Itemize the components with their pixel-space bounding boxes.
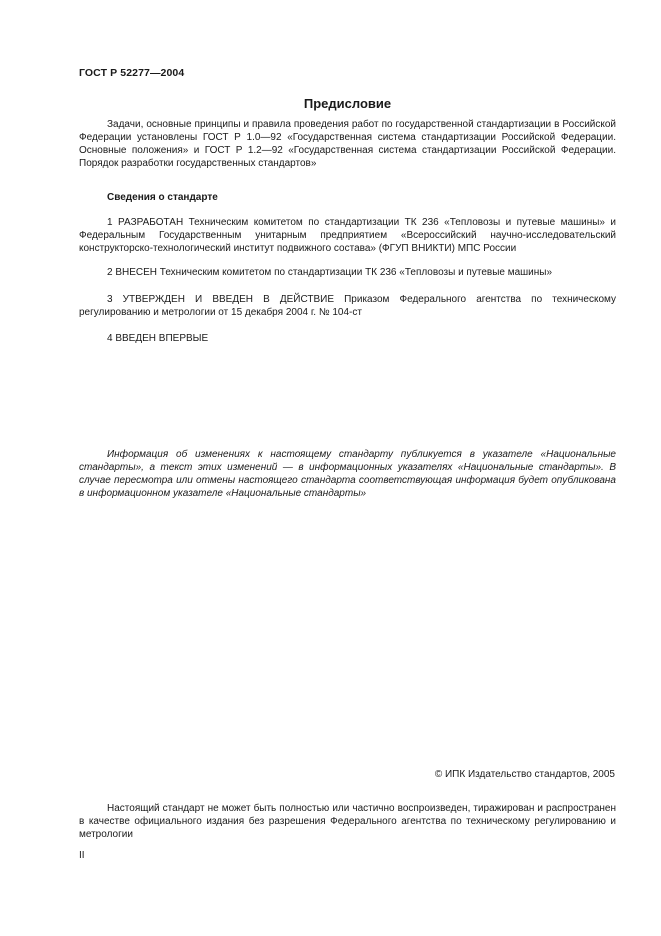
list-item-submitted: 2 ВНЕСЕН Техническим комитетом по стандартизации ТК 236 «Тепловозы и путевые машины»	[107, 267, 553, 278]
standard-code: ГОСТ Р 52277—2004	[79, 67, 185, 79]
reproduction-notice: Настоящий стандарт не может быть полностью или частично воспроизведен, тиражирован и распространен в качестве официального издания без разрешения Федерального агентства по техническому регулированию и метрологии	[79, 803, 616, 840]
copyright-line: © ИПК Издательство стандартов, 2005	[434, 769, 615, 780]
section-heading: Сведения о стандарте	[107, 192, 218, 203]
page-title: Предисловие	[303, 96, 392, 111]
list-item-developed: 1 РАЗРАБОТАН Техническим комитетом по стандартизации ТК 236 «Тепловозы и путевые машины» и Федеральным Государственным унитарным предприятием «Всероссийский научно-исследовательский конструкторско-технологический институт подвижного состава» (ФГУП ВНИКТИ) МПС России	[79, 217, 616, 254]
page-number: II	[79, 850, 85, 861]
list-item-approved: 3 УТВЕРЖДЕН И ВВЕДЕН В ДЕЙСТВИЕ Приказом Федерального агентства по техническому регулированию и метрологии от 15 декабря 2004 г. № 104-ст	[79, 294, 616, 318]
changes-notice: Информация об изменениях к настоящему стандарту публикуется в указателе «Национальные стандарты», а текст этих изменений — в информационных указателях «Национальные стандарты». В случае пересмотра или отмены настоящего стандарта соответствующая информация будет опубликована в информационном указателе «Национальные стандарты»	[79, 449, 616, 499]
intro-paragraph: Задачи, основные принципы и правила проведения работ по государственной стандартизации в Российской Федерации установлены ГОСТ Р 1.0—92 «Государственная система стандартизации Российской Федерации. Основные положения» и ГОСТ Р 1.2—92 «Государственная система стандартизации Российской Федерации. Порядок разработки государственных стандартов»	[79, 119, 616, 169]
list-item-first-introduced: 4 ВВЕДЕН ВПЕРВЫЕ	[107, 333, 209, 344]
